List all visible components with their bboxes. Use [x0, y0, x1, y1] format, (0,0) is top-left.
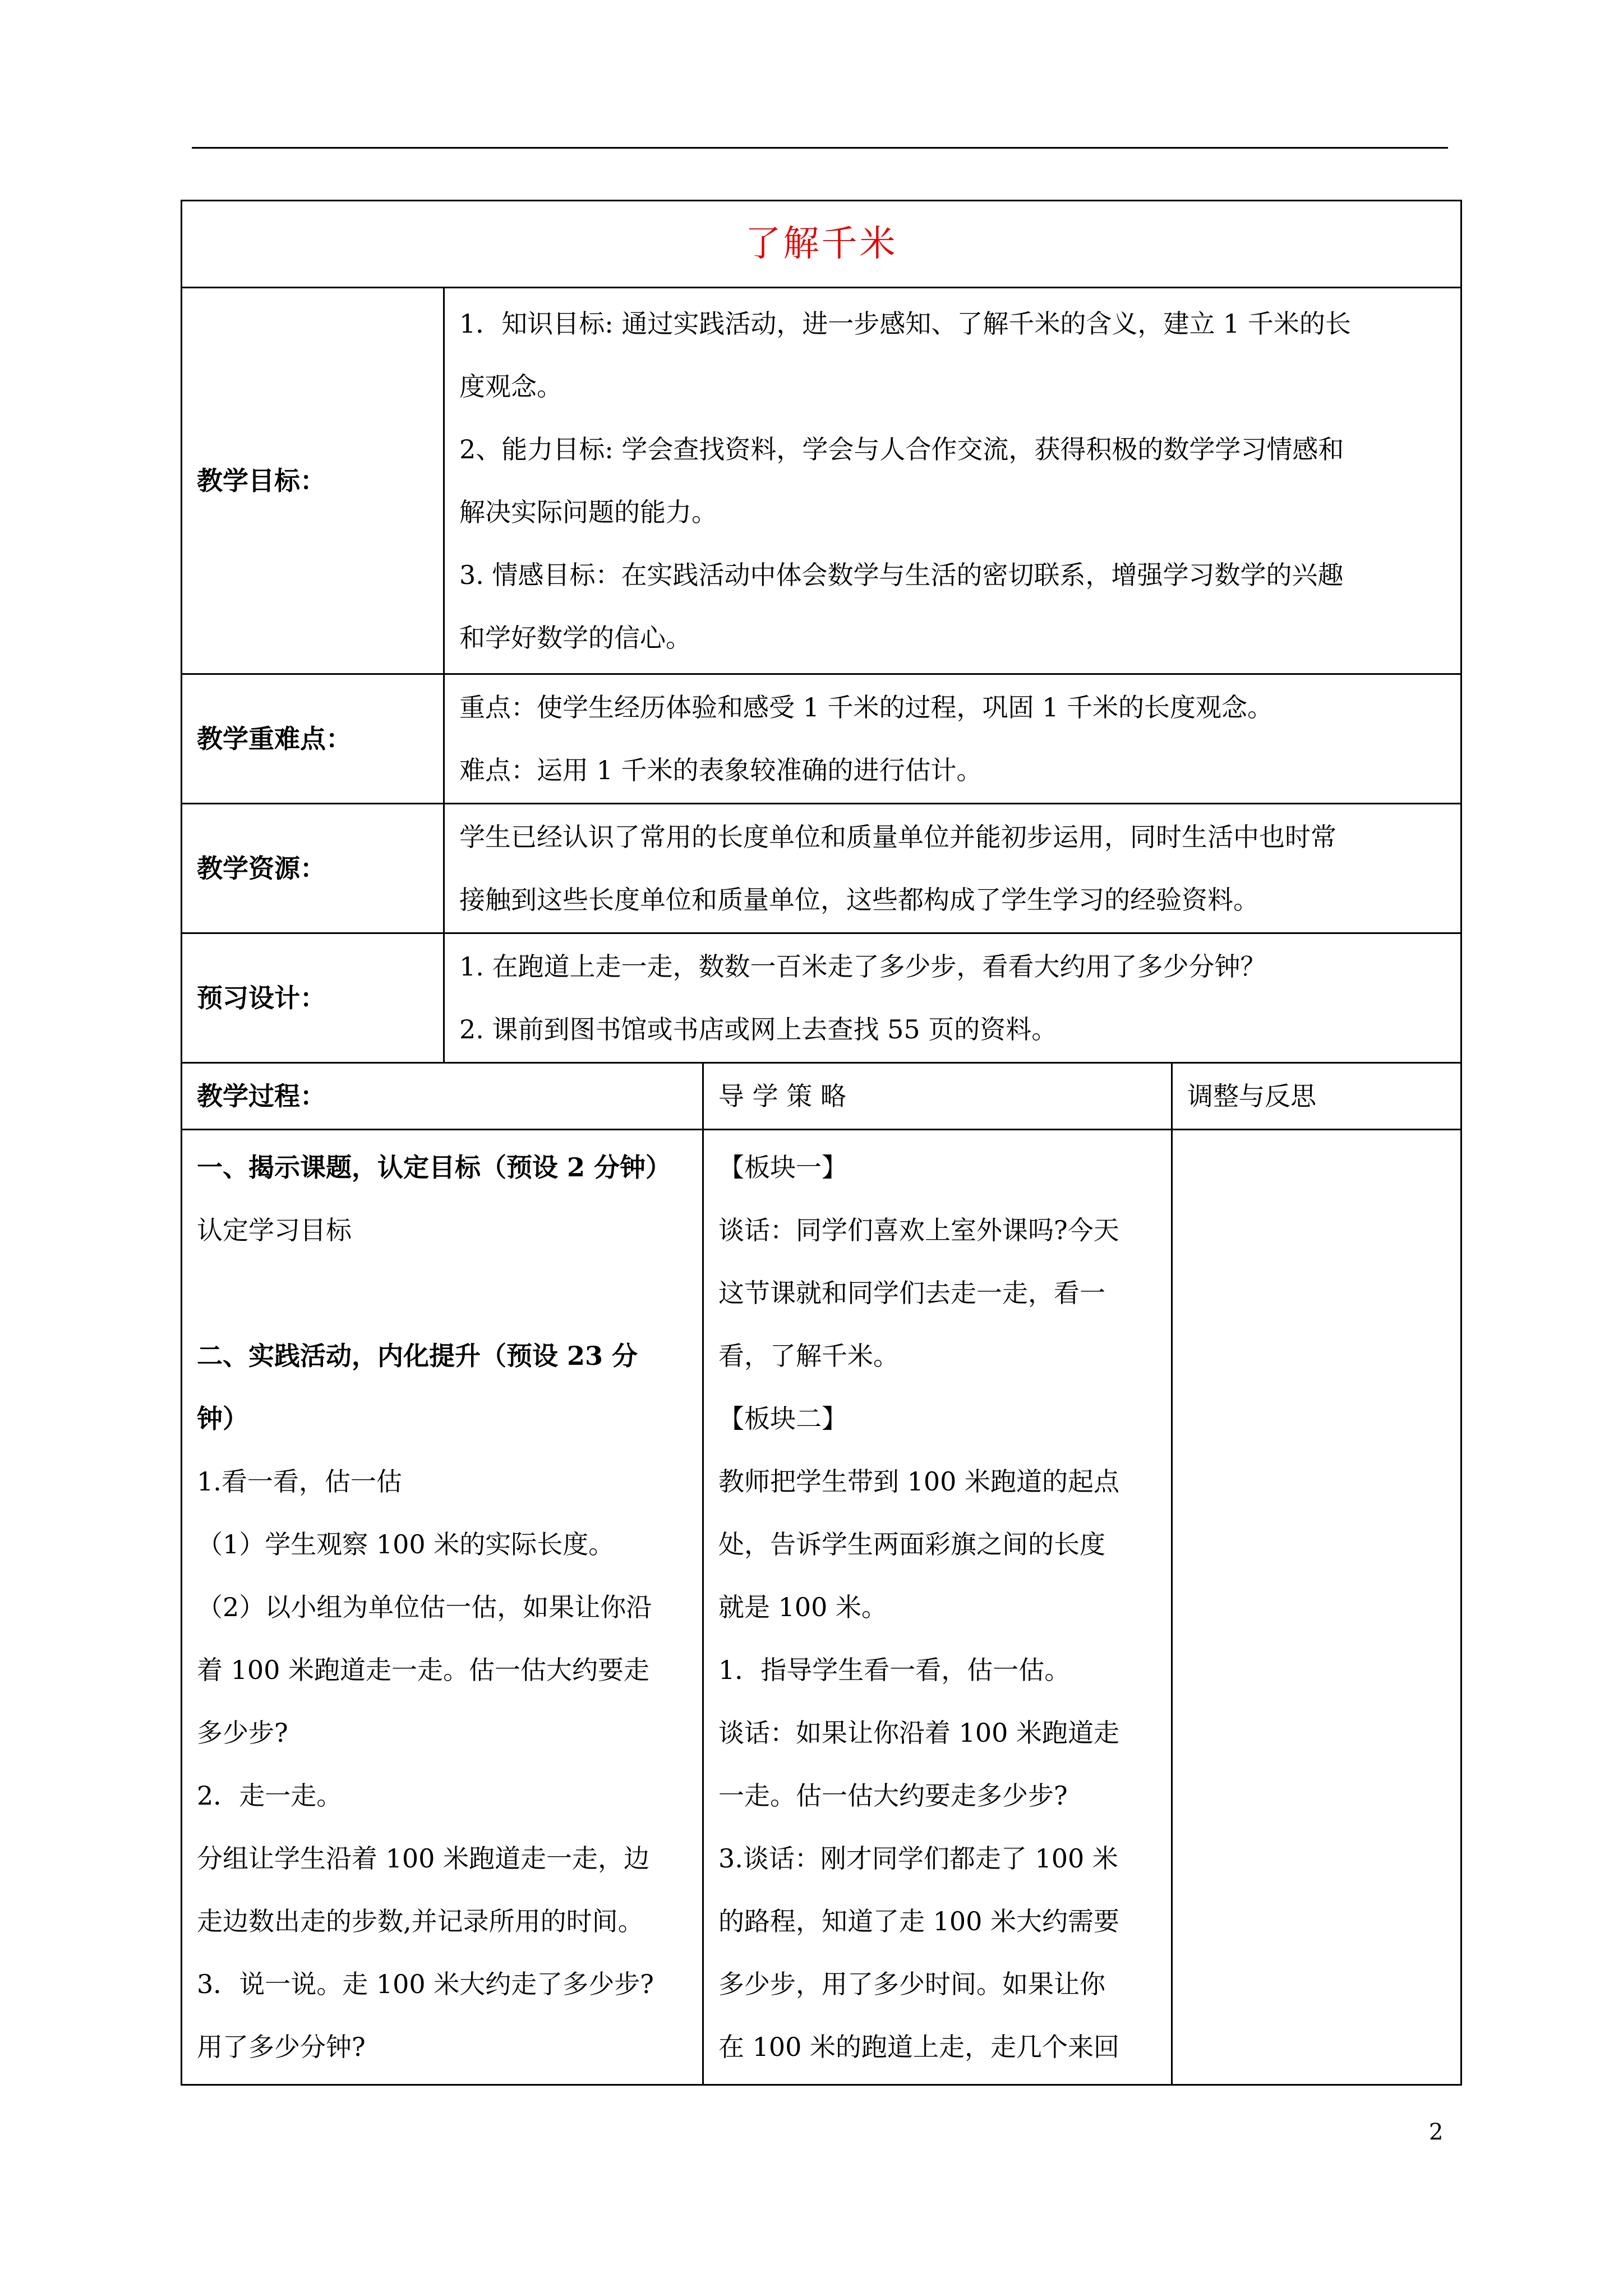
process-step-line: 钟）: [197, 1404, 248, 1434]
resources-content: [444, 804, 1461, 933]
objectives-line: 2、能力目标: 学会查找资料，学会与人合作交流，获得积极的数学学习情感和: [459, 434, 1344, 464]
preview-line: 1. 在跑道上走一走，数数一百米走了多少步，看看大约用了多少分钟？: [459, 951, 1266, 982]
reflection-header: 调整与反思: [1187, 1081, 1316, 1111]
process-step-line: （1）学生观察 100 米的实际长度。: [197, 1529, 615, 1559]
strategy-line: 的路程，知道了走 100 米大约需要: [718, 1906, 1120, 1936]
objectives-line: 1．知识目标: 通过实践活动，进一步感知、了解千米的含义，建立 1 千米的长: [459, 309, 1351, 339]
process-header-row: [182, 1063, 1461, 1130]
strategy-header-cell: [703, 1063, 1172, 1130]
process-step-line: （2）以小组为单位估一估，如果让你沿: [197, 1592, 652, 1622]
strategy-line: 在 100 米的跑道上走，走几个来回: [718, 2032, 1120, 2062]
process-steps: [197, 1136, 688, 2078]
process-steps-cell: [182, 1130, 703, 2085]
strategy-line: 1．指导学生看一看，估一估。: [718, 1655, 1071, 1685]
process-step-line: 分组让学生沿着 100 米跑道走一走，边: [197, 1843, 650, 1874]
preview-content: [444, 933, 1461, 1063]
key-points-line: 难点：运用 1 千米的表象较准确的进行估计。: [459, 755, 983, 785]
resources-label: 教学资源：: [197, 853, 326, 884]
strategy-line: 处，告诉学生两面彩旗之间的长度: [718, 1529, 1105, 1559]
strategy-cell: [703, 1130, 1172, 2085]
process-step-line: 3．说一说。走 100 米大约走了多少步?: [197, 1969, 654, 1999]
strategy-line: 【板块二】: [718, 1404, 847, 1434]
reflection-header-cell: [1172, 1063, 1461, 1130]
preview-line: 2. 课前到图书馆或书店或网上去查找 55 页的资料。: [459, 1014, 1058, 1045]
header-rule: [192, 147, 1448, 149]
process-step-line: 着 100 米跑道走一走。估一估大约要走: [197, 1655, 650, 1685]
process-step-line: 1.看一看，估一估: [197, 1466, 402, 1497]
process-step-line: 用了多少分钟?: [197, 2032, 366, 2062]
resources-label-cell: [182, 804, 444, 933]
key-points-content: [444, 674, 1461, 804]
objectives-line: 3. 情感目标：在实践活动中体会数学与生活的密切联系，增强学习数学的兴趣: [459, 560, 1344, 590]
strategy-line: 多少步，用了多少时间。如果让你: [718, 1969, 1105, 1999]
key-points-label-cell: [182, 674, 444, 804]
key-points-line: 重点：使学生经历体验和感受 1 千米的过程，巩固 1 千米的长度观念。: [459, 692, 1274, 723]
objectives-row: [182, 288, 1461, 674]
title-cell: [182, 201, 1461, 288]
process-step-line: 2．走一走。: [197, 1780, 343, 1811]
strategy-line: 3.谈话：刚才同学们都走了 100 米: [718, 1843, 1118, 1874]
strategy-line: 谈话：同学们喜欢上室外课吗?今天: [718, 1215, 1119, 1245]
reflection-cell: [1172, 1130, 1461, 2085]
strategy-line: 【板块一】: [718, 1152, 847, 1182]
preview-row: [182, 933, 1461, 1063]
process-step-line: 一、揭示课题，认定目标（预设 2 分钟）: [197, 1152, 672, 1182]
key-points-label: 教学重难点：: [197, 724, 352, 754]
strategy-line: 一走。估一估大约要走多少步?: [718, 1780, 1068, 1811]
process-step-line: 认定学习目标: [197, 1215, 352, 1245]
preview-label: 预习设计：: [197, 983, 326, 1013]
resources-line: 接触到这些长度单位和质量单位，这些都构成了学生学习的经验资料。: [459, 885, 1259, 915]
process-header: 教学过程：: [197, 1081, 326, 1111]
objectives-label: 教学目标：: [197, 466, 326, 496]
process-step-line: 走边数出走的步数,并记录所用的时间。: [197, 1906, 644, 1936]
process-step-line: [197, 1262, 688, 1324]
page-number: 2: [1429, 2119, 1444, 2145]
strategy-line: 就是 100 米。: [718, 1592, 888, 1622]
resources-line: 学生已经认识了常用的长度单位和质量单位并能初步运用，同时生活中也时常: [459, 822, 1336, 852]
objectives-label-cell: [182, 288, 444, 674]
strategy-line: 看，了解千米。: [718, 1341, 899, 1371]
strategy-lines: [718, 1136, 1156, 2078]
process-step-line: 多少步?: [197, 1718, 288, 1748]
key-points-row: [182, 674, 1461, 804]
lesson-title: 了解千米: [745, 223, 898, 265]
strategy-line: 教师把学生带到 100 米跑道的起点: [718, 1466, 1120, 1497]
lesson-plan-table: [181, 200, 1462, 2086]
process-step-line: 二、实践活动，内化提升（预设 23 分: [197, 1341, 638, 1371]
strategy-line: 谈话：如果让你沿着 100 米跑道走: [718, 1718, 1120, 1748]
objectives-line: 和学好数学的信心。: [459, 623, 691, 653]
strategy-header: 导 学 策 略: [718, 1081, 846, 1111]
strategy-line: 这节课就和同学们去走一走，看一: [718, 1278, 1105, 1308]
process-header-cell: [182, 1063, 703, 1130]
objectives-content: [444, 288, 1461, 674]
objectives-line: 度观念。: [459, 371, 562, 402]
preview-label-cell: [182, 933, 444, 1063]
process-body-row: [182, 1130, 1461, 2085]
resources-row: [182, 804, 1461, 933]
objectives-line: 解决实际问题的能力。: [459, 497, 717, 527]
